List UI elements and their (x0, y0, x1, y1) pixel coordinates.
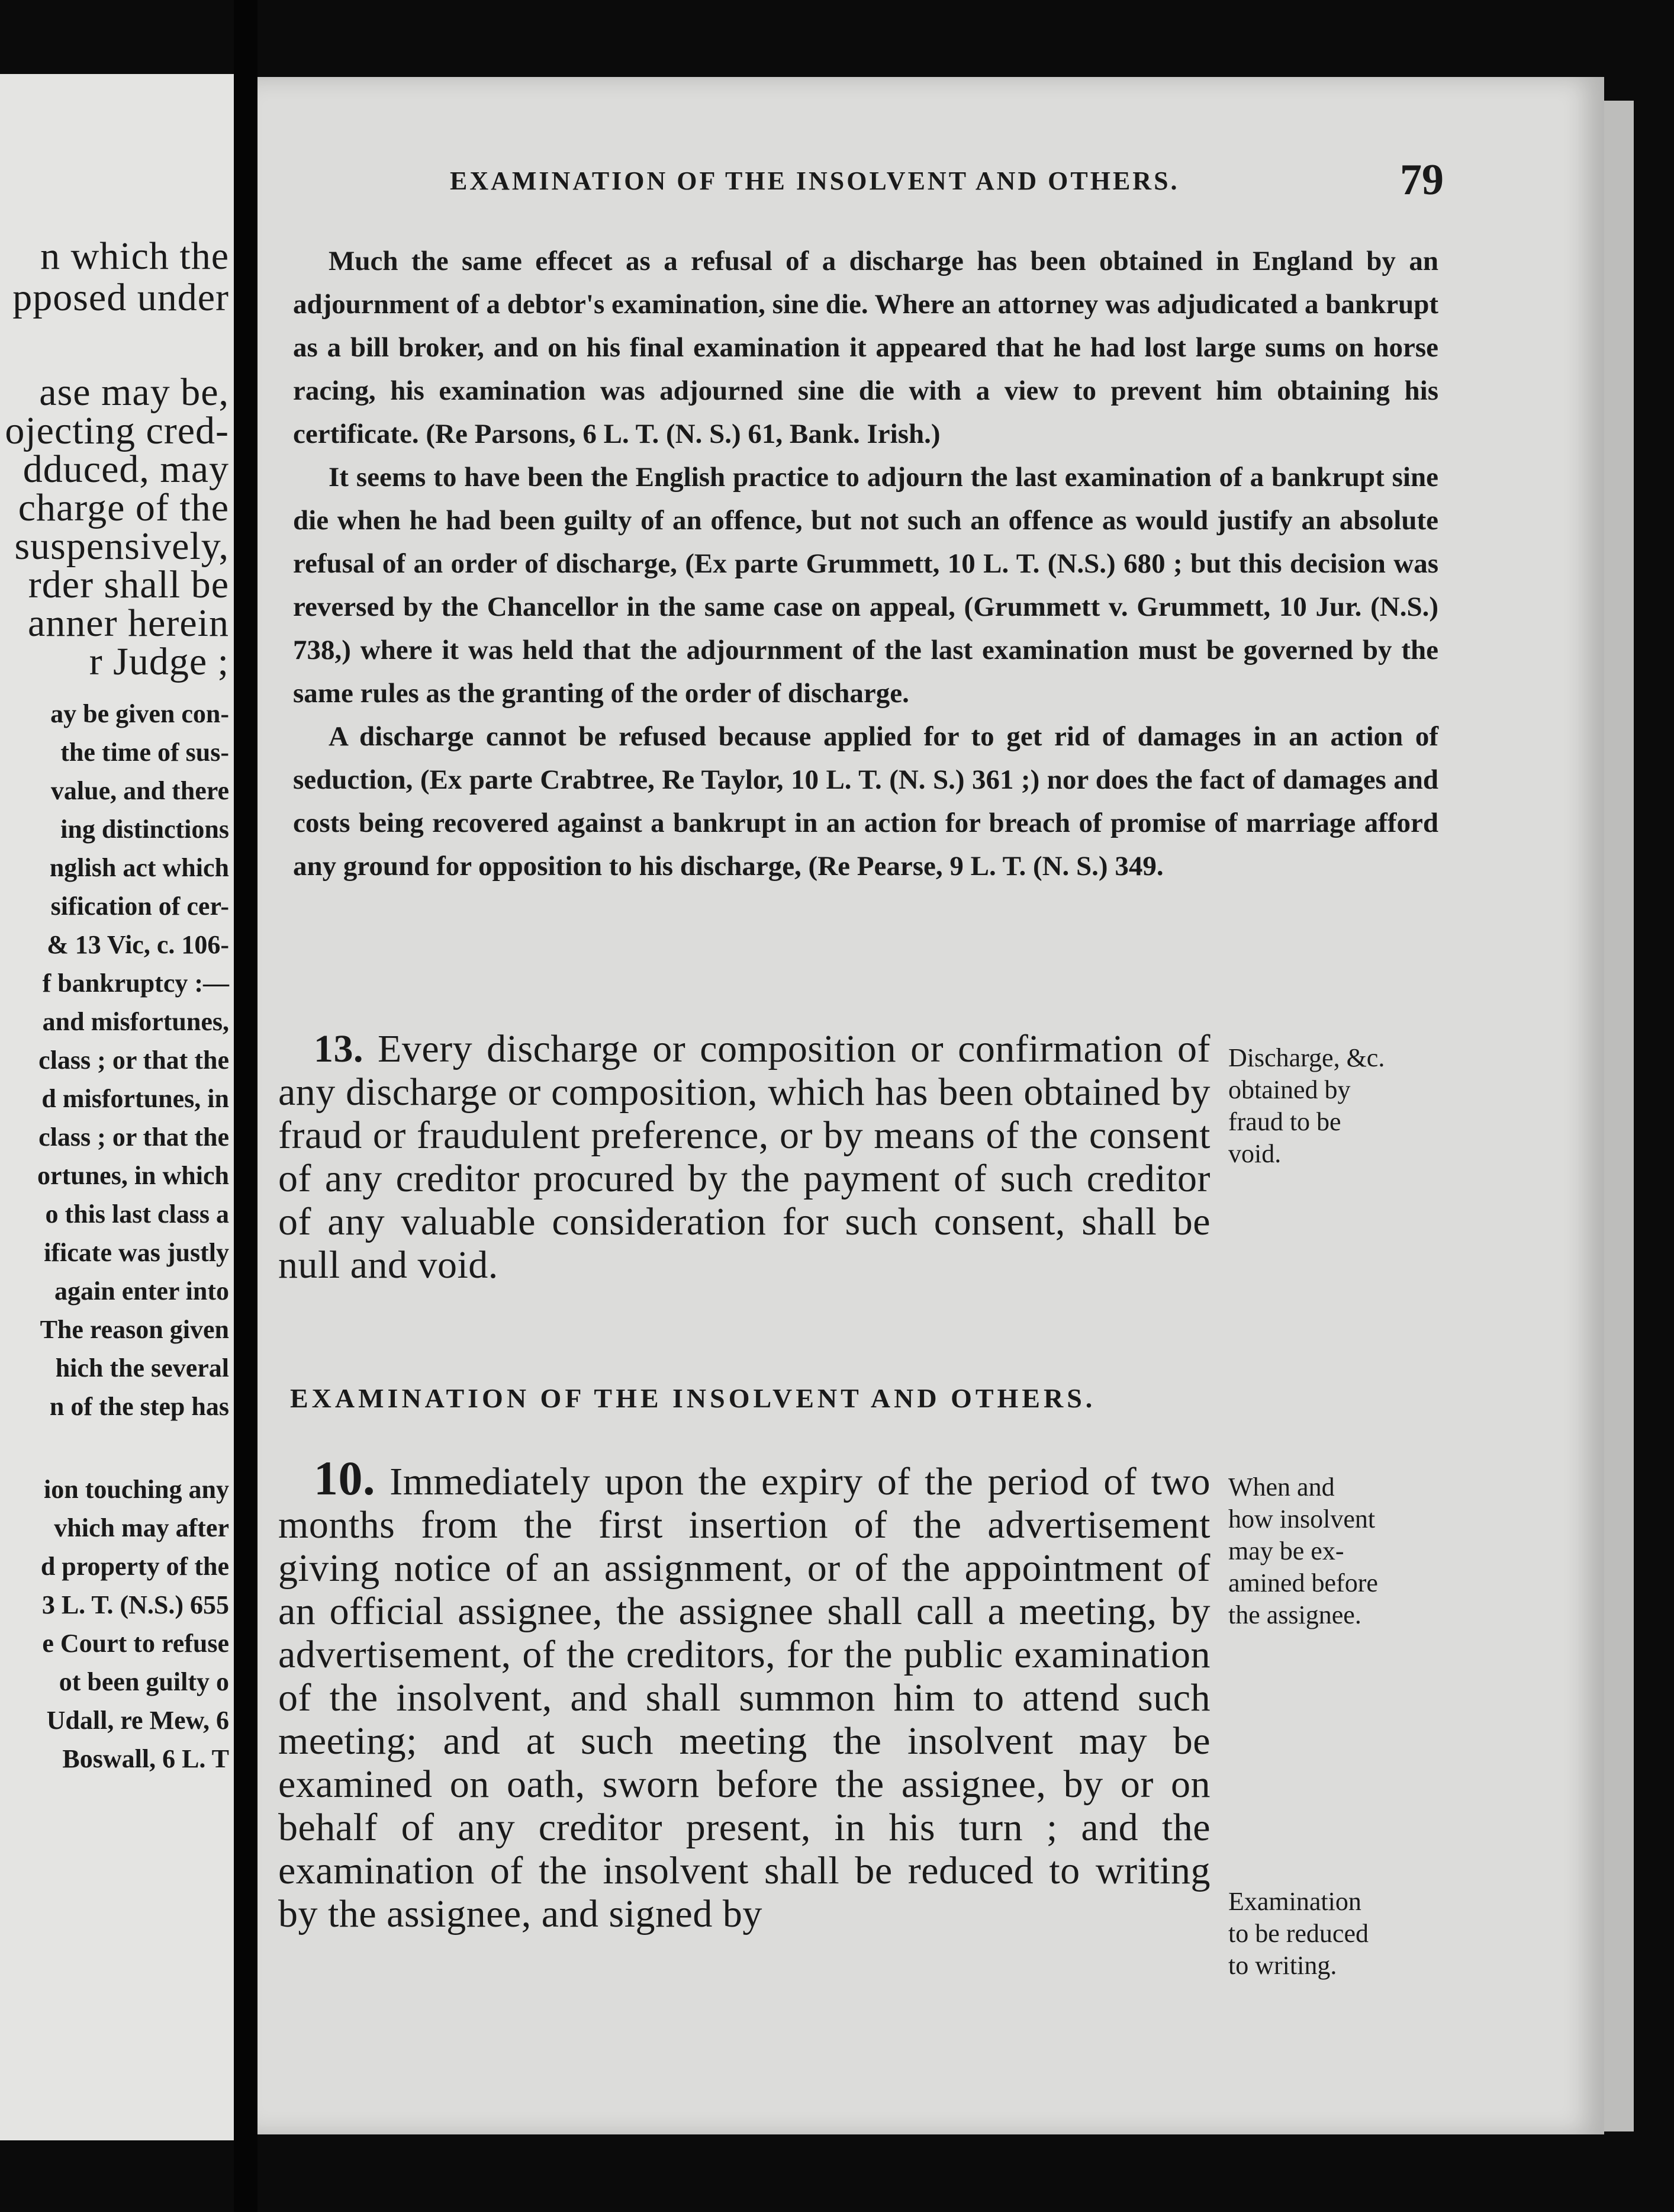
marginal-note (1228, 1471, 1378, 1631)
section-number: 10. (314, 1451, 375, 1505)
left-page-line: e Court to refuse (42, 1629, 229, 1658)
left-page-line: n which the (40, 234, 229, 278)
left-page-line: pposed under (12, 276, 229, 319)
marginal-note-line: to be reduced (1228, 1919, 1369, 1948)
left-page-line: hich the several (55, 1353, 229, 1382)
left-page-line: ojecting cred- (5, 409, 229, 452)
marginal-note-line: When and (1228, 1472, 1335, 1502)
marginal-note-line: the assignee. (1228, 1600, 1361, 1629)
left-page-line: again enter into (54, 1277, 229, 1306)
left-page-line: ificate was justly (44, 1238, 229, 1267)
section-text: Immediately upon the expiry of the period of two months from the first insertion of the advertisement giving notice of an assignment, or of the appointment of an official assignee, the assignee shall call a meeting, by advertisement, of the creditors, for the public examination of the insolvent, and shall summon him to attend such meeting; and at such meeting the insolvent may be examined on oath, sworn before the assignee, by or on behalf of any creditor present, in his turn ; and the examination of the insolvent shall be reduced to writing by the assignee, and signed by (278, 1460, 1211, 1936)
running-header: EXAMINATION OF THE INSOLVENT AND OTHERS. (450, 166, 1180, 195)
book-gutter (234, 0, 257, 2212)
section-heading: EXAMINATION OF THE INSOLVENT AND OTHERS. (290, 1383, 1096, 1413)
left-page-line: Boswall, 6 L. T (62, 1744, 229, 1773)
left-page-line: o this last class a (45, 1200, 229, 1229)
section-text: Every discharge or composition or confirmation of any discharge or composition, which has been obtained by fraud or fraudulent preference, or by means of the consent of any creditor procured by the payment of such creditor of any valuable consideration for such consent, shall be null and void. (278, 1027, 1211, 1287)
left-page-line: class ; or that the (38, 1046, 229, 1075)
left-page-line: f bankruptcy :— (42, 969, 229, 998)
left-page-line: rder shall be (28, 563, 229, 606)
left-page-line: charge of the (18, 486, 229, 529)
left-page-line: vhich may after (54, 1513, 229, 1542)
left-page-line: suspensively, (14, 525, 229, 568)
left-page-line: ing distinctions (60, 815, 229, 844)
left-page-line: sification of cer- (50, 892, 229, 921)
marginal-note-line: Examination (1228, 1887, 1361, 1916)
left-facing-page (0, 74, 234, 2140)
left-page-line: ase may be, (39, 371, 229, 414)
left-page-line: and misfortunes, (42, 1007, 229, 1036)
marginal-note-line: amined before (1228, 1568, 1378, 1597)
left-page-line: value, and there (50, 776, 229, 805)
marginal-note-line: how insolvent (1228, 1504, 1376, 1533)
left-page-line: ot been guilty o (59, 1667, 229, 1696)
note-paragraph: It seems to have been the English practice to adjourn the last examination of a bankrupt sine die when he had been guilty of an offence, but not such an offence as would justify an absolute refusal of an order of discharge, (Ex parte Grummett, 10 L. T. (N.S.) 680 ; but this decision was reversed by the Chancellor in the same case on appeal, (Grummett v. Grummett, 10 Jur. (N.S.) 738,) where it was held that the adjournment of the last examination must be governed by the same rules as the granting of the order of discharge. (293, 462, 1438, 709)
left-page-line: d misfortunes, in (41, 1084, 229, 1113)
left-page-line: The reason given (40, 1315, 229, 1344)
left-page-line: 3 L. T. (N.S.) 655 (41, 1590, 229, 1619)
marginal-note-line: may be ex- (1228, 1536, 1344, 1565)
section-10 (278, 1451, 1211, 1936)
section-number: 13. (314, 1027, 363, 1070)
left-page-line: n of the step has (49, 1392, 229, 1421)
section-13 (278, 1027, 1211, 1287)
left-page-line: ortunes, in which (37, 1161, 229, 1190)
marginal-note-line: obtained by (1228, 1075, 1351, 1104)
marginal-note-line: fraud to be (1228, 1107, 1341, 1136)
note-paragraph: Much the same effecet as a refusal of a discharge has been obtained in England by an adjournment of a debtor's examination, sine die. Where an attorney was adjudicated a bankrupt as a bill broker, and on his final examination it appeared that he had lost large sums on horse racing, his examination was adjourned sine die with a view to prevent him obtaining his certificate. (Re Parsons, 6 L. T. (N. S.) 61, Bank. Irish.) (293, 246, 1438, 449)
note-paragraph: A discharge cannot be refused because applied for to get rid of damages in an action of seduction, (Ex parte Crabtree, Re Taylor, 10 L. T. (N. S.) 361 ;) nor does the fact of damages and costs being recovered against a bankrupt in an action for breach of promise of marriage afford any ground for opposition to his discharge, (Re Pearse, 9 L. T. (N. S.) 349. (293, 721, 1438, 882)
page-number: 79 (1400, 156, 1444, 204)
notes-block (293, 240, 1438, 888)
marginal-note (1228, 1886, 1369, 1982)
left-page-line: Udall, re Mew, 6 (46, 1706, 229, 1735)
left-page-line: class ; or that the (38, 1123, 229, 1152)
left-page-line: nglish act which (49, 853, 229, 882)
left-page-line: & 13 Vic, c. 106- (47, 930, 229, 959)
left-page-line: r Judge ; (89, 640, 229, 683)
left-page-line: d property of the (40, 1552, 229, 1581)
left-page-line: ion touching any (44, 1475, 229, 1504)
left-page-line: dduced, may (22, 448, 229, 491)
left-page-line: anner herein (28, 602, 229, 645)
marginal-note-line: Discharge, &c. (1228, 1043, 1385, 1072)
page-edge (1604, 101, 1634, 2131)
left-page-line: the time of sus- (60, 738, 229, 767)
marginal-note-line: void. (1228, 1139, 1282, 1168)
marginal-note-line: to writing. (1228, 1951, 1337, 1980)
marginal-note (1228, 1042, 1385, 1170)
left-page-line: ay be given con- (50, 699, 229, 728)
